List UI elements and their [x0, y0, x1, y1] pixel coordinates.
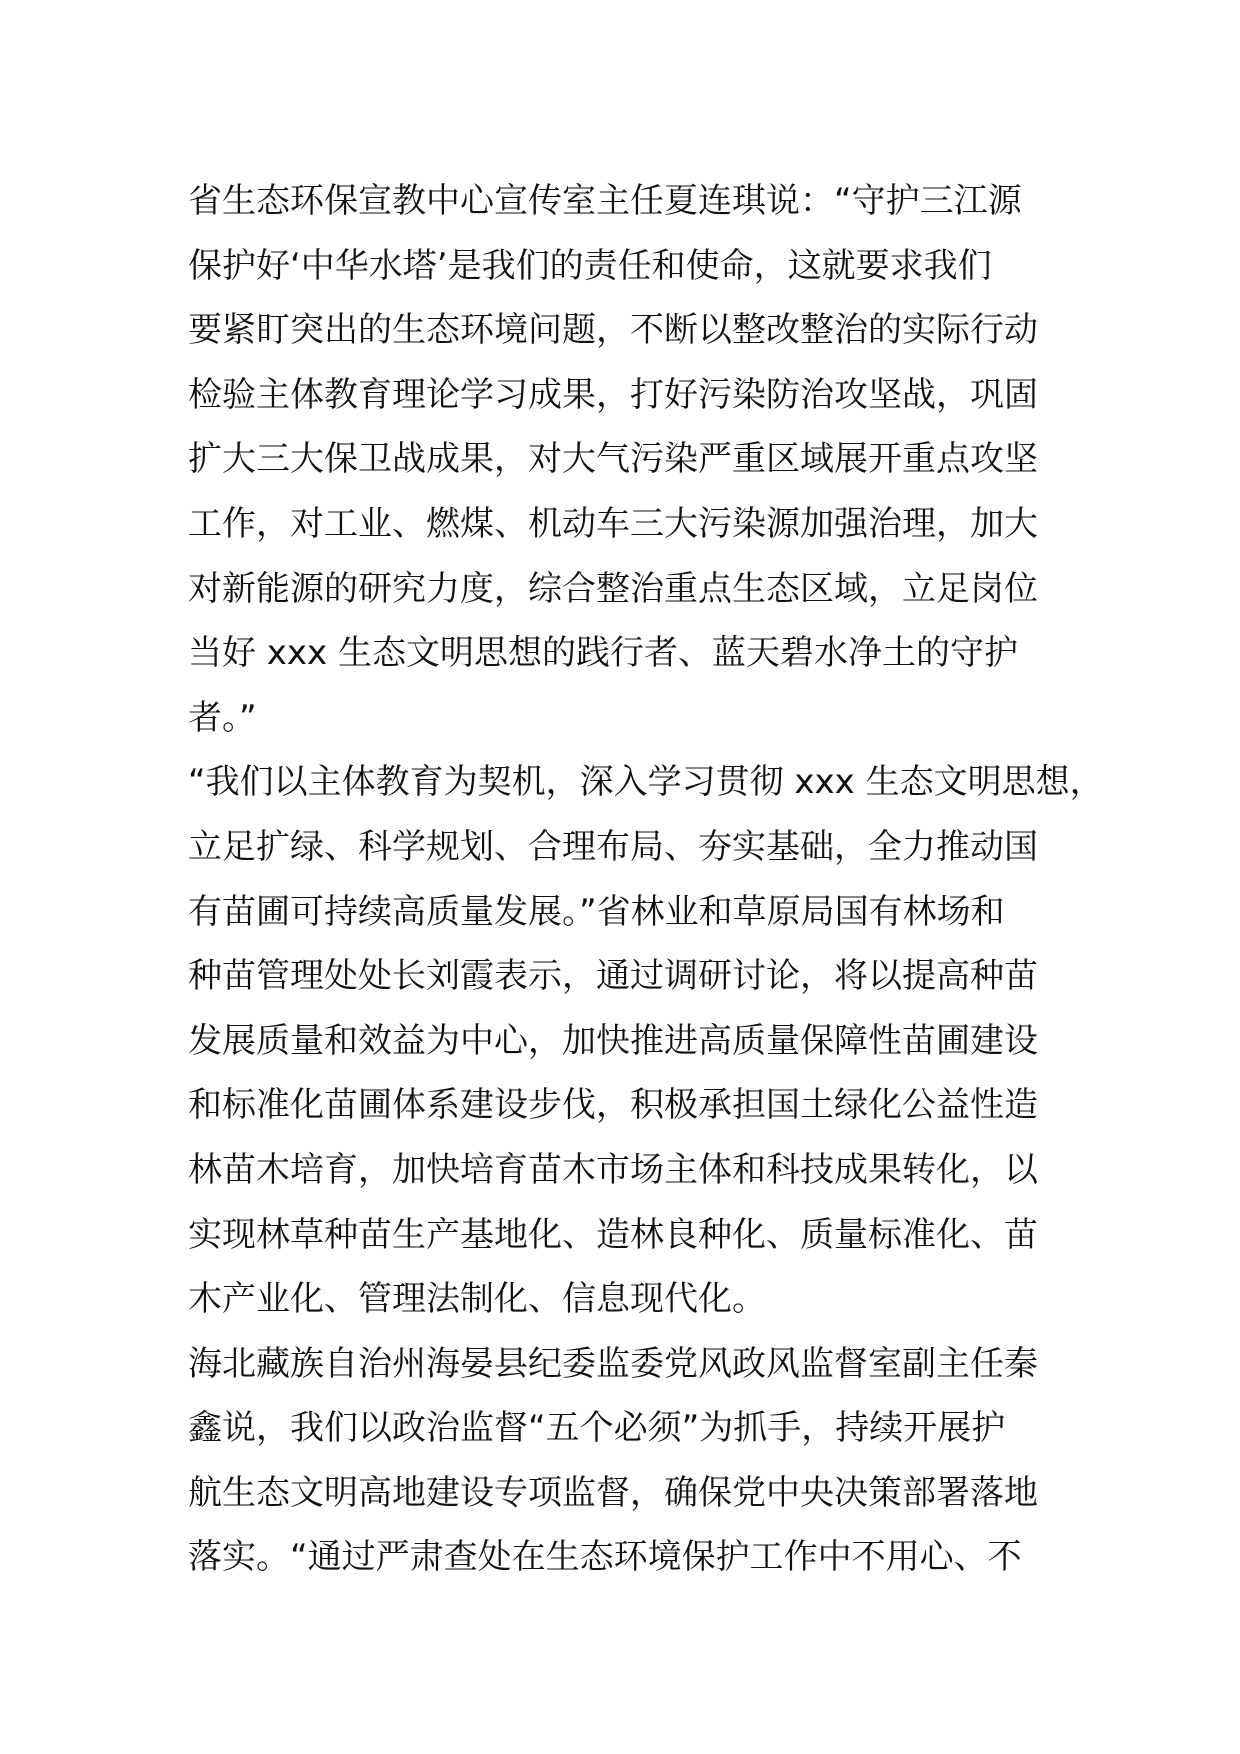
- text-line: 种苗管理处处长刘霞表示，通过调研讨论，将以提高种苗: [188, 956, 1038, 997]
- text-line: 省生态环保宣教中心宣传室主任夏连琪说：“守护三江源: [188, 181, 1022, 221]
- text-line: 工作，对工业、燃煤、机动车三大污染源加强治理，加大: [188, 503, 1038, 544]
- text-line: “我们以主体教育为契机，深入学习贯彻 xxx 生态文明思想，: [188, 762, 1104, 803]
- text-line: 当好 xxx 生态文明思想的践行者、蓝天碧水净土的守护: [188, 633, 1018, 674]
- text-line: 保护好‘中华水塔’是我们的责任和使命，这就要求我们: [188, 245, 992, 286]
- paragraph: [188, 750, 1188, 1331]
- text-line: 发展质量和效益为中心，加快推进高质量保障性苗圃建设: [188, 1020, 1038, 1061]
- text-line: 林苗木培育，加快培育苗木市场主体和科技成果转化，以: [188, 1149, 1038, 1190]
- text-line: 航生态文明高地建设专项监督，确保党中央决策部署落地: [188, 1472, 1038, 1513]
- text-line: 有苗圃可持续高质量发展。”省林业和草原局国有林场和: [188, 891, 1005, 932]
- paragraph: [188, 1332, 1188, 1590]
- text-line: 和标准化苗圃体系建设步伐，积极承担国土绿化公益性造: [188, 1085, 1038, 1126]
- text-line: 鑫说，我们以政治监督“五个必须”为抓手，持续开展护: [188, 1408, 1006, 1449]
- text-line: 检验主体教育理论学习成果，打好污染防治攻坚战，巩固: [188, 374, 1038, 415]
- text-line: 木产业化、管理法制化、信息现代化。: [188, 1279, 766, 1320]
- document-body: [188, 169, 1188, 1590]
- text-line: 落实。“通过严肃查处在生态环境保护工作中不用心、不: [188, 1537, 1022, 1578]
- text-line: 海北藏族自治州海晏县纪委监委党风政风监督室副主任秦: [188, 1343, 1038, 1384]
- text-line: 实现林草种苗生产基地化、造林良种化、质量标准化、苗: [188, 1214, 1038, 1255]
- text-line: 立足扩绿、科学规划、合理布局、夯实基础，全力推动国: [188, 826, 1038, 867]
- paragraph: [188, 169, 1188, 750]
- text-line: 要紧盯突出的生态环境问题，不断以整改整治的实际行动: [188, 310, 1038, 351]
- text-line: 对新能源的研究力度，综合整治重点生态区域，立足岗位: [188, 568, 1038, 609]
- text-line: 者。”: [188, 697, 257, 738]
- text-line: 扩大三大保卫战成果，对大气污染严重区域展开重点攻坚: [188, 439, 1038, 480]
